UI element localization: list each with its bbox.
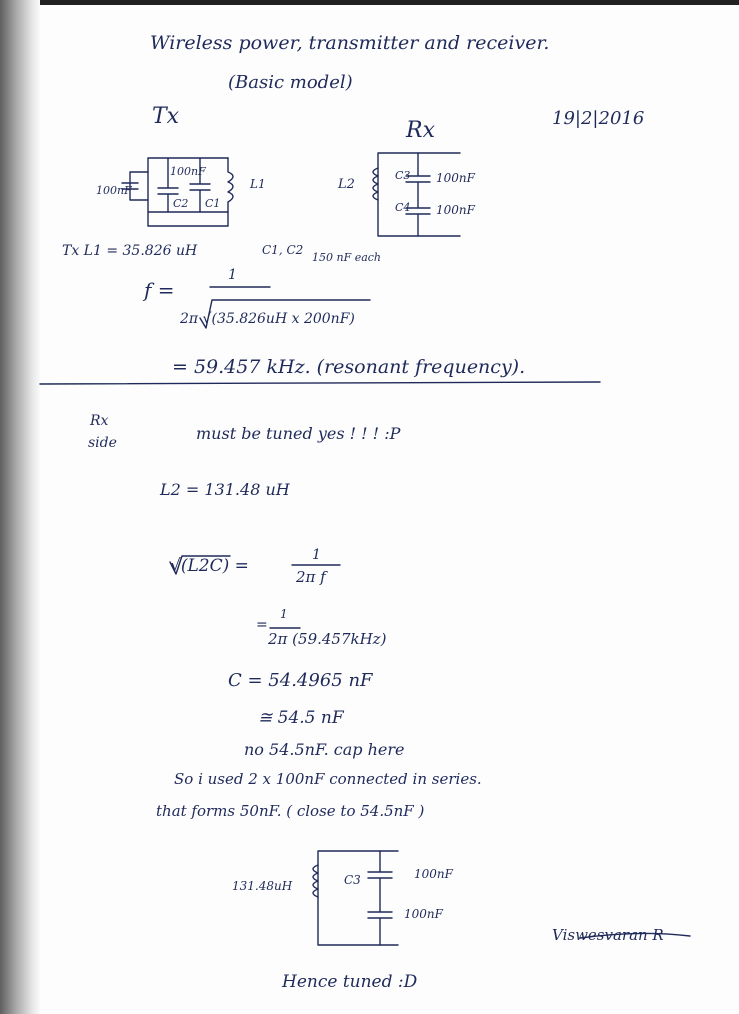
tx-c-top-label: 100nF xyxy=(170,165,206,178)
section-divider xyxy=(40,382,600,384)
tx-caps-label: C1, C2 xyxy=(262,243,304,257)
rx-c4-label: C4 xyxy=(395,201,411,214)
eq2-den: 2π (59.457kHz) xyxy=(268,630,387,648)
page-title: Wireless power, transmitter and receiver. xyxy=(150,32,550,54)
l2-value: L2 = 131.48 uH xyxy=(160,480,290,499)
final-cap-bottom: 100nF xyxy=(404,907,443,921)
tx-l1-label: L1 xyxy=(250,177,266,191)
tx-c1-label: C1 xyxy=(205,197,221,210)
eq2-num: 1 xyxy=(280,607,288,621)
final-cap-top: 100nF xyxy=(414,867,453,881)
rx-circuit-diagram xyxy=(373,153,460,236)
page-subtitle: (Basic model) xyxy=(228,72,353,93)
c-result: C = 54.4965 nF xyxy=(228,670,373,691)
rx-l2-label: L2 xyxy=(338,177,355,192)
tx-c-left-label: 100nF xyxy=(96,184,132,197)
rx-heading: Rx xyxy=(406,118,435,143)
tx-c2-label: C2 xyxy=(173,197,189,210)
rx-c3-value: 100nF xyxy=(436,171,475,185)
page-date: 19|2|2016 xyxy=(552,108,645,129)
tx-heading: Tx xyxy=(152,104,180,129)
eq2-prefix: = xyxy=(256,617,268,633)
no-cap-note: no 54.5nF. cap here xyxy=(244,740,405,759)
eq-num: 1 xyxy=(312,547,321,563)
rx-c3-label: C3 xyxy=(395,169,411,182)
used-note: So i used 2 x 100nF connected in series. xyxy=(174,770,482,788)
resonant-frequency: = 59.457 kHz. (resonant frequency). xyxy=(172,356,526,378)
f-label: f = xyxy=(144,278,175,302)
f-denominator: 2π √(35.826uH x 200nF) xyxy=(180,311,355,327)
c-approx: ≅ 54.5 nF xyxy=(258,708,344,728)
signature: Viswesvaran R xyxy=(552,926,664,944)
tx-caps-value: 150 nF each xyxy=(312,251,382,264)
rx-c4-value: 100nF xyxy=(436,203,475,217)
rx-note: must be tuned yes ! ! ! :P xyxy=(196,424,401,443)
final-circuit-diagram xyxy=(313,851,398,945)
rx-side-label-2: side xyxy=(88,435,117,451)
eq-lhs: √(L2C) = xyxy=(170,556,249,576)
f-numerator: 1 xyxy=(228,267,237,283)
final-inductor-label: 131.48uH xyxy=(232,879,293,893)
conclusion: Hence tuned :D xyxy=(282,972,418,992)
tx-l1-value: Tx L1 = 35.826 uH xyxy=(62,243,198,259)
forms-note: that forms 50nF. ( close to 54.5nF ) xyxy=(156,802,425,820)
final-c3-label: C3 xyxy=(344,873,361,887)
eq-den: 2π f xyxy=(296,568,326,586)
rx-side-label-1: Rx xyxy=(90,413,109,429)
